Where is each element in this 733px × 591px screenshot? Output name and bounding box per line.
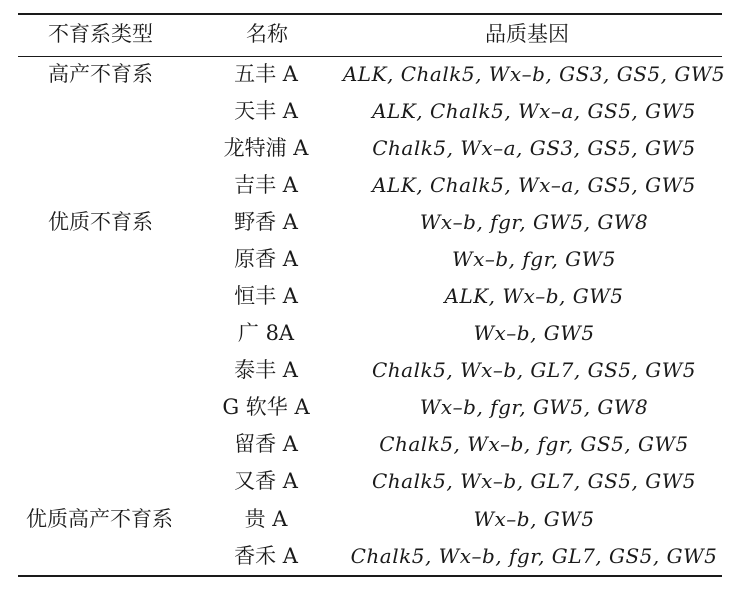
header-type: 不育系类型 — [48, 22, 153, 46]
row-genes: Chalk5, Wx–b, GL7, GS5, GW5 — [372, 358, 696, 382]
table-bottom-rule — [18, 575, 722, 577]
group-label: 优质高产不育系 — [26, 507, 173, 531]
row-name: 原香 A — [234, 247, 298, 271]
row-genes: Chalk5, Wx–b, fgr, GS5, GW5 — [379, 432, 689, 456]
row-name: 又香 A — [234, 469, 298, 493]
table-top-rule — [18, 13, 722, 15]
row-name: 泰丰 A — [234, 358, 298, 382]
row-genes: Wx–b, fgr, GW5, GW8 — [419, 210, 649, 234]
row-genes: ALK, Wx–b, GW5 — [444, 284, 624, 308]
row-name: 五丰 A — [234, 62, 298, 86]
row-name: 广 8A — [237, 321, 295, 345]
row-genes: ALK, Chalk5, Wx–b, GS3, GS5, GW5 — [342, 62, 726, 86]
header-name: 名称 — [246, 22, 288, 46]
row-name: 天丰 A — [234, 99, 298, 123]
row-genes: Wx–b, GW5 — [473, 321, 595, 345]
row-name: 恒丰 A — [234, 284, 298, 308]
row-genes: Wx–b, fgr, GW5, GW8 — [419, 395, 649, 419]
row-genes: Chalk5, Wx–b, fgr, GL7, GS5, GW5 — [350, 544, 718, 568]
row-name: 香禾 A — [234, 544, 298, 568]
row-name: 吉丰 A — [234, 173, 298, 197]
table-header-rule — [18, 56, 722, 57]
header-genes: 品质基因 — [485, 22, 569, 46]
row-name: 留香 A — [234, 432, 298, 456]
row-genes: ALK, Chalk5, Wx–a, GS5, GW5 — [372, 173, 696, 197]
row-genes: Chalk5, Wx–a, GS3, GS5, GW5 — [372, 136, 696, 160]
row-name: G 软华 A — [222, 395, 310, 419]
row-genes: Wx–b, fgr, GW5 — [452, 247, 616, 271]
row-genes: ALK, Chalk5, Wx–a, GS5, GW5 — [372, 99, 696, 123]
group-label: 优质不育系 — [48, 210, 153, 234]
row-genes: Chalk5, Wx–b, GL7, GS5, GW5 — [372, 469, 696, 493]
row-name: 野香 A — [234, 210, 298, 234]
group-label: 高产不育系 — [48, 62, 153, 86]
row-name: 贵 A — [244, 507, 288, 531]
row-genes: Wx–b, GW5 — [473, 507, 595, 531]
row-name: 龙特浦 A — [223, 136, 309, 160]
